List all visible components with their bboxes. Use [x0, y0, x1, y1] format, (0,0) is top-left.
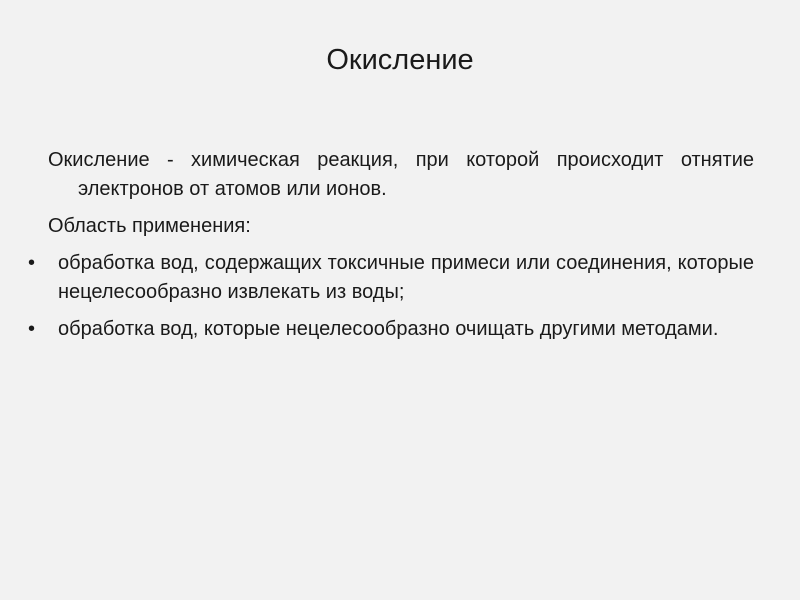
- list-item-text: обработка вод, содержащих токсичные примеси или соединения, которые нецелесообразно извлекать из воды;: [58, 252, 754, 303]
- slide-body: [28, 146, 754, 352]
- definition-paragraph: Окисление - химическая реакция, при которой происходит отнятие электронов от атомов или ионов.: [48, 149, 754, 200]
- list-item-text: обработка вод, которые нецелесообразно очищать другими методами.: [58, 318, 719, 340]
- bullet-icon: •: [28, 318, 36, 340]
- list-item: [28, 315, 754, 344]
- slide-title: Окисление: [326, 44, 474, 76]
- application-heading: Область применения:: [48, 215, 251, 237]
- bullet-icon: •: [28, 252, 36, 274]
- list-item: [28, 249, 754, 307]
- application-list: [28, 249, 754, 344]
